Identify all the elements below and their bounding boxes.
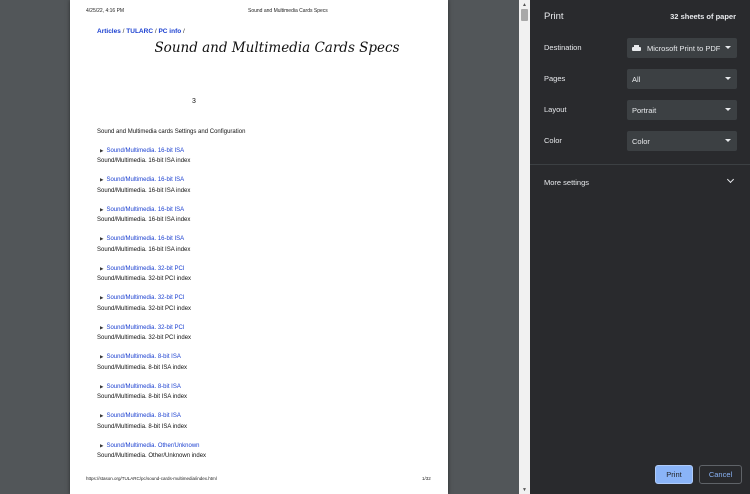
triangle-right-icon: ▶ bbox=[100, 354, 104, 359]
list-item bbox=[97, 294, 427, 324]
item-index-text: Sound/Multimedia. 32-bit PCI index bbox=[97, 276, 192, 282]
divider bbox=[530, 164, 750, 165]
cancel-button[interactable]: Cancel bbox=[699, 465, 742, 484]
item-link[interactable] bbox=[97, 235, 427, 244]
item-link[interactable] bbox=[97, 441, 427, 450]
item-link-text: Sound/Multimedia. 8-bit ISA bbox=[106, 413, 181, 419]
item-link-text: Sound/Multimedia. 8-bit ISA bbox=[106, 354, 181, 360]
list-item bbox=[97, 323, 427, 353]
item-link[interactable] bbox=[97, 176, 427, 185]
item-link[interactable] bbox=[97, 205, 427, 214]
chevron-down-icon bbox=[725, 139, 731, 142]
item-index-text: Sound/Multimedia. Other/Unknown index bbox=[97, 453, 207, 459]
intro-text: Sound and Multimedia cards Settings and Configuration bbox=[97, 129, 246, 135]
item-link[interactable] bbox=[97, 382, 427, 391]
item-link-text: Sound/Multimedia. 32-bit PCI bbox=[106, 265, 185, 272]
color-value: Color bbox=[632, 136, 650, 146]
chevron-down-icon bbox=[725, 77, 731, 80]
breadcrumb-articles: Articles bbox=[97, 28, 121, 35]
item-index-text: Sound/Multimedia. 8-bit ISA index bbox=[97, 394, 188, 400]
item-link[interactable] bbox=[97, 353, 427, 362]
breadcrumb: Articles / TULARC / PC info / bbox=[97, 28, 185, 35]
layout-row bbox=[544, 100, 736, 120]
triangle-right-icon: ▶ bbox=[100, 236, 104, 241]
item-link[interactable] bbox=[97, 412, 427, 421]
item-link-text: Sound/Multimedia. Other/Unknown bbox=[106, 442, 200, 449]
item-link-text: Sound/Multimedia. 16-bit ISA bbox=[106, 147, 185, 154]
preview-page bbox=[70, 0, 448, 494]
item-index-text: Sound/Multimedia. 16-bit ISA index bbox=[97, 187, 191, 194]
item-index-text: Sound/Multimedia. 16-bit ISA index bbox=[97, 158, 191, 164]
pages-select[interactable] bbox=[627, 69, 737, 89]
item-index-text: Sound/Multimedia. 16-bit ISA index bbox=[97, 246, 191, 253]
item-link-text: Sound/Multimedia. 16-bit ISA bbox=[106, 236, 185, 242]
item-link-text: Sound/Multimedia. 16-bit ISA bbox=[106, 177, 185, 183]
list-item bbox=[97, 353, 427, 383]
triangle-right-icon: ▶ bbox=[100, 265, 104, 271]
list-item bbox=[97, 146, 427, 176]
item-link-text: Sound/Multimedia. 32-bit PCI bbox=[106, 295, 185, 301]
triangle-right-icon: ▶ bbox=[100, 295, 104, 300]
list-item bbox=[97, 382, 427, 412]
item-list bbox=[97, 146, 427, 471]
list-item bbox=[97, 235, 427, 265]
color-row bbox=[544, 131, 736, 151]
breadcrumb-pc-info: PC info bbox=[158, 28, 182, 35]
destination-select[interactable] bbox=[627, 38, 737, 58]
item-link-text: Sound/Multimedia. 32-bit PCI bbox=[106, 324, 185, 331]
item-link[interactable] bbox=[97, 294, 427, 303]
print-title: Print bbox=[544, 11, 564, 22]
more-settings-toggle[interactable]: More settings bbox=[544, 178, 590, 187]
triangle-right-icon: ▶ bbox=[100, 206, 104, 212]
page-footer-page: 1/32 bbox=[422, 476, 431, 481]
list-item bbox=[97, 264, 427, 294]
item-link[interactable] bbox=[97, 264, 427, 273]
page-header-title: Sound and Multimedia Cards Specs bbox=[248, 8, 328, 14]
item-link-text: Sound/Multimedia. 8-bit ISA bbox=[106, 383, 181, 390]
triangle-right-icon: ▶ bbox=[100, 177, 104, 182]
item-link[interactable] bbox=[97, 323, 427, 332]
page-number: 3 bbox=[192, 98, 196, 105]
layout-value: Portrait bbox=[632, 105, 657, 115]
document-title: Sound and Multimedia Cards Specs bbox=[154, 40, 400, 56]
list-item bbox=[97, 205, 427, 235]
chevron-down-icon bbox=[725, 46, 731, 49]
color-select[interactable] bbox=[627, 131, 737, 151]
list-item bbox=[97, 176, 427, 206]
item-index-text: Sound/Multimedia. 32-bit PCI index bbox=[97, 335, 192, 341]
breadcrumb-tularc: TULARC bbox=[126, 28, 154, 35]
destination-value: Microsoft Print to PDF bbox=[647, 43, 721, 53]
page-header-datetime: 4/25/22, 4:16 PM bbox=[86, 8, 125, 14]
preview-scrollbar[interactable] bbox=[519, 0, 530, 494]
triangle-right-icon: ▶ bbox=[100, 442, 104, 448]
pages-row bbox=[544, 69, 736, 89]
item-index-text: Sound/Multimedia. 32-bit PCI index bbox=[97, 305, 192, 312]
list-item bbox=[97, 441, 427, 471]
item-index-text: Sound/Multimedia. 16-bit ISA index bbox=[97, 217, 191, 223]
printer-icon bbox=[632, 45, 641, 52]
destination-label: Destination bbox=[544, 43, 582, 52]
chevron-down-icon[interactable] bbox=[727, 176, 734, 183]
pages-label: Pages bbox=[544, 74, 566, 83]
triangle-right-icon: ▶ bbox=[100, 383, 104, 389]
list-item bbox=[97, 412, 427, 442]
print-settings-sidebar bbox=[530, 0, 750, 494]
pages-value: All bbox=[632, 74, 641, 84]
item-index-text: Sound/Multimedia. 8-bit ISA index bbox=[97, 364, 188, 371]
print-button[interactable]: Print bbox=[655, 465, 693, 484]
chevron-down-icon bbox=[725, 108, 731, 111]
layout-select[interactable] bbox=[627, 100, 737, 120]
item-link[interactable] bbox=[97, 146, 427, 155]
layout-label: Layout bbox=[544, 105, 567, 114]
triangle-right-icon: ▶ bbox=[100, 324, 104, 330]
scroll-up-icon[interactable]: ▲ bbox=[522, 1, 527, 8]
triangle-right-icon: ▶ bbox=[100, 147, 104, 153]
scroll-down-icon[interactable]: ▼ bbox=[522, 486, 527, 493]
page-footer-url: https://stason.org/TULARC/pc/sound-cards-multimedia/index.html bbox=[86, 476, 217, 481]
triangle-right-icon: ▶ bbox=[100, 413, 104, 418]
item-link-text: Sound/Multimedia. 16-bit ISA bbox=[106, 206, 185, 213]
destination-row bbox=[544, 38, 736, 58]
item-index-text: Sound/Multimedia. 8-bit ISA index bbox=[97, 423, 188, 430]
scrollbar-thumb[interactable] bbox=[521, 9, 528, 21]
color-label: Color bbox=[544, 136, 562, 145]
sheet-count: 32 sheets of paper bbox=[670, 12, 736, 21]
